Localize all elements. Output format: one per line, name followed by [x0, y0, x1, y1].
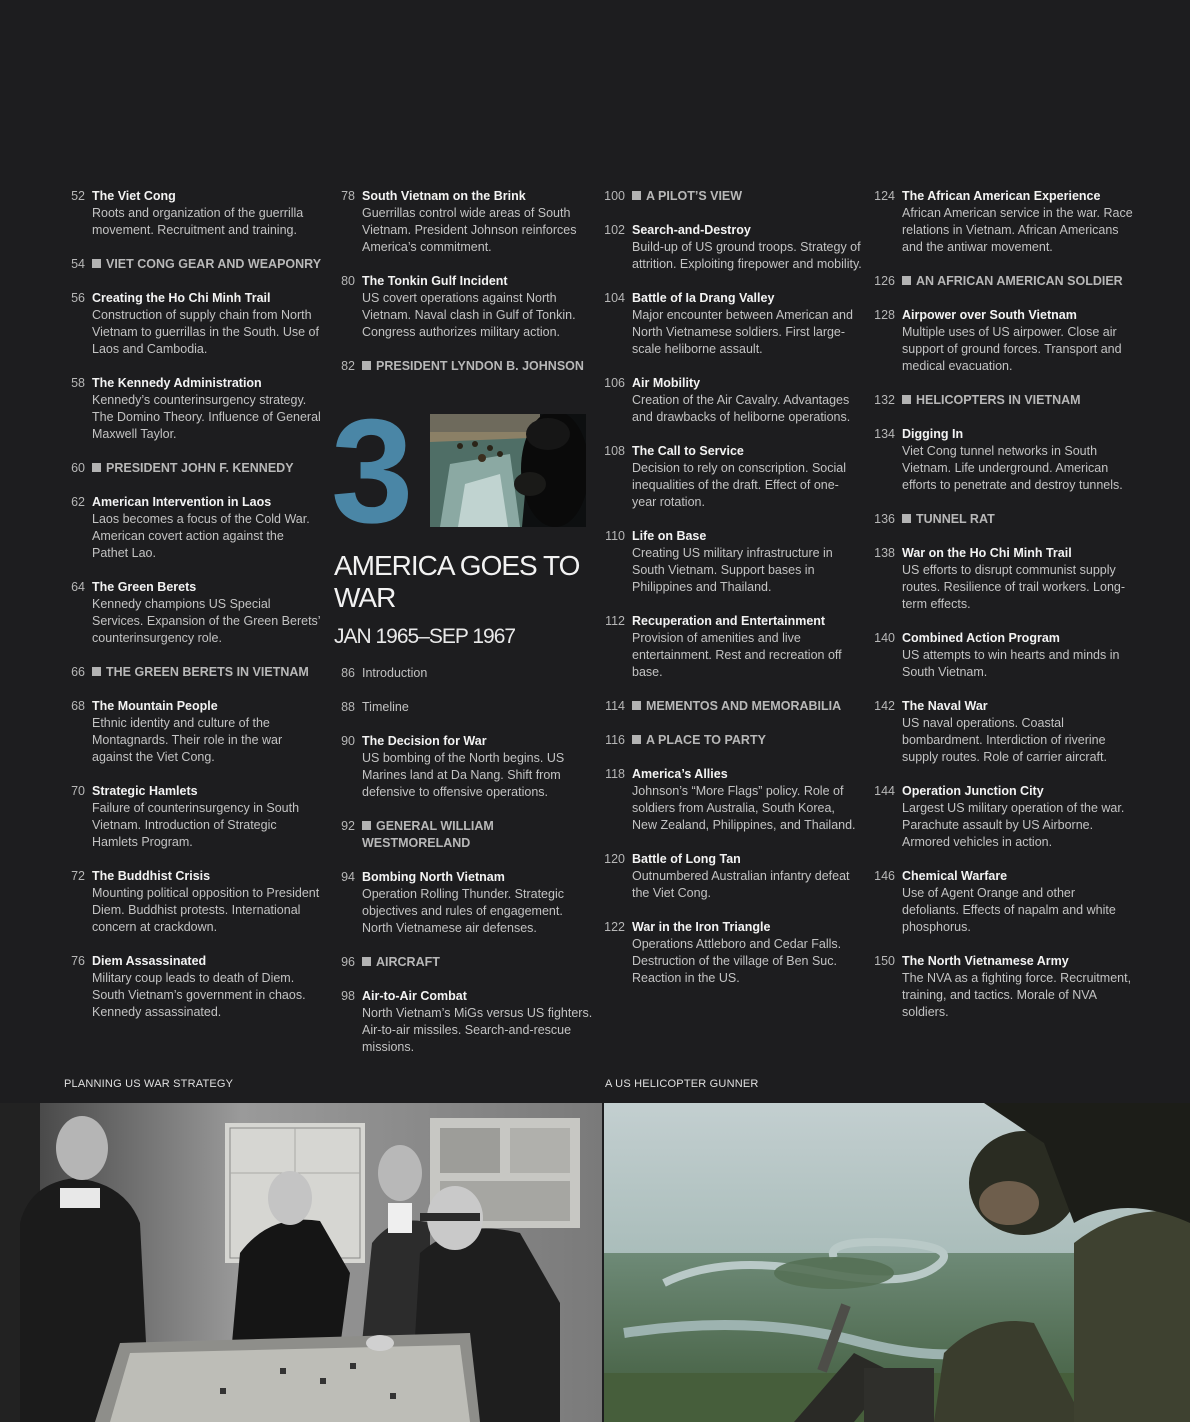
- entry-body: [632, 290, 863, 358]
- entry-description: The NVA as a fighting force. Recruitment, training, and tactics. Morale of NVA soldiers.: [902, 971, 1132, 1019]
- entry-body: [92, 698, 323, 766]
- page-number: 100: [604, 189, 625, 203]
- contents-entry: [328, 988, 593, 1056]
- entry-title: Combined Action Program: [902, 631, 1060, 645]
- entry-description: US attempts to win hearts and minds in South Vietnam.: [902, 648, 1120, 679]
- page-number: 68: [71, 699, 85, 713]
- war-strategy-photo-illustration: [0, 1103, 602, 1422]
- page-number: 116: [605, 733, 625, 747]
- entry-body: [632, 375, 863, 426]
- entry-body: [92, 290, 323, 358]
- page-number: 62: [71, 495, 85, 509]
- marines-landing-photo: [430, 414, 586, 527]
- page-number: 76: [71, 954, 85, 968]
- contents-entry: [598, 375, 863, 426]
- photo-caption-left: PLANNING US WAR STRATEGY: [64, 1078, 234, 1090]
- contents-entry: [598, 613, 863, 681]
- entry-title: Diem Assassinated: [92, 954, 207, 968]
- entry-title: Recuperation and Entertainment: [632, 614, 826, 628]
- entry-description: Mounting political opposition to President Diem. Buddhist protests. International concern at crackdown.: [92, 886, 320, 934]
- entry-title: AN AFRICAN AMERICAN SOLDIER: [902, 273, 1133, 290]
- entry-description: Build-up of US ground troops. Strategy of attrition. Exploiting firepower and mobility.: [632, 240, 862, 271]
- entry-description: North Vietnam’s MiGs versus US fighters. Air-to-air missiles. Search-and-rescue missions.: [362, 1006, 593, 1054]
- contents-entry: [868, 868, 1133, 936]
- entry-body: [632, 851, 863, 902]
- entry-title: Search-and-Destroy: [632, 223, 751, 237]
- page-number: 108: [604, 444, 625, 458]
- page-number: 114: [605, 699, 625, 713]
- page-number: 88: [341, 700, 355, 714]
- entry-title: Life on Base: [632, 529, 707, 543]
- entry-body: [362, 699, 593, 716]
- entry-title: Battle of Ia Drang Valley: [632, 291, 775, 305]
- entry-description: Creating US military infrastructure in South Vietnam. Support bases in Philippines and Thailand.: [632, 546, 833, 594]
- entry-title: The Viet Cong: [92, 189, 176, 203]
- feature-entry: [328, 818, 593, 852]
- feature-entry: [328, 954, 593, 971]
- page-number: 82: [341, 359, 355, 373]
- contents-entry: [58, 783, 323, 851]
- page-number: 118: [605, 767, 625, 781]
- entry-title: America’s Allies: [632, 767, 728, 781]
- page-number: 96: [341, 955, 355, 969]
- entry-body: [362, 665, 593, 682]
- page-number: 144: [874, 784, 895, 798]
- entry-body: [902, 953, 1133, 1021]
- entry-title: The Kennedy Administration: [92, 376, 262, 390]
- entry-description: Military coup leads to death of Diem. South Vietnam’s government in chaos. Kennedy assassinated.: [92, 971, 306, 1019]
- photo-caption-right: A US HELICOPTER GUNNER: [605, 1078, 759, 1090]
- page-number: 110: [605, 529, 625, 543]
- entry-title: The Buddhist Crisis: [92, 869, 211, 883]
- contents-entry: [868, 188, 1133, 256]
- entry-body: [632, 732, 863, 749]
- page-number: 104: [604, 291, 625, 305]
- page-number: 92: [341, 819, 355, 833]
- contents-column-2: [328, 188, 593, 392]
- entry-body: [92, 579, 323, 647]
- entry-title: A PILOT’S VIEW: [632, 188, 863, 205]
- entry-title: The North Vietnamese Army: [902, 954, 1069, 968]
- page-number: 78: [341, 189, 355, 203]
- feature-entry: [58, 664, 323, 681]
- entry-description: Kennedy champions US Special Services. Expansion of the Green Berets’ counterinsurgency role.: [92, 597, 321, 645]
- page-number: 132: [874, 393, 895, 407]
- contents-entry: [868, 953, 1133, 1021]
- page-number: 120: [604, 852, 625, 866]
- page-number: 106: [604, 376, 625, 390]
- page-number: 72: [71, 869, 85, 883]
- contents-entry: [58, 188, 323, 239]
- entry-title: The Green Berets: [92, 580, 197, 594]
- entry-body: [902, 511, 1133, 528]
- entry-title: War in the Iron Triangle: [632, 920, 771, 934]
- contents-column-4: [868, 188, 1133, 1038]
- contents-entry: [328, 665, 593, 682]
- entry-body: [92, 664, 323, 681]
- entry-description: Ethnic identity and culture of the Montagnards. Their role in the war against the Viet Cong.: [92, 716, 283, 764]
- page-number: 58: [71, 376, 85, 390]
- page-number: 150: [874, 954, 895, 968]
- page-number: 56: [71, 291, 85, 305]
- entry-description: Creation of the Air Cavalry. Advantages and drawbacks of heliborne operations.: [632, 393, 851, 424]
- chapter-dates: JAN 1965–SEP 1967: [334, 625, 516, 648]
- contents-entry: [58, 698, 323, 766]
- entry-body: [362, 818, 593, 852]
- entry-description: Operation Rolling Thunder. Strategic objectives and rules of engagement. North Vietnamese air defenses.: [362, 887, 564, 935]
- page-number: 126: [874, 274, 895, 288]
- entry-description: Construction of supply chain from North Vietnam to guerrillas in the South. Use of Laos and Cambodia.: [92, 308, 319, 356]
- entry-description: US bombing of the North begins. US Marines land at Da Nang. Shift from defensive to offensive operations.: [362, 751, 565, 799]
- entry-title: VIET CONG GEAR AND WEAPONRY: [92, 256, 323, 273]
- entry-body: [362, 869, 593, 937]
- page-number: 140: [874, 631, 895, 645]
- entry-body: [362, 188, 593, 256]
- entry-body: [902, 545, 1133, 613]
- chapter-number: 3: [331, 389, 410, 554]
- contents-entry: [328, 699, 593, 716]
- entry-description: Decision to rely on conscription. Social inequalities of the draft. Effect of one-year rotation.: [632, 461, 846, 509]
- entry-body: [632, 443, 863, 511]
- entry-title: The Mountain People: [92, 699, 218, 713]
- contents-entry: [868, 698, 1133, 766]
- page-number: 86: [341, 666, 355, 680]
- entry-body: [902, 273, 1133, 290]
- helicopter-gunner-photo: [604, 1103, 1190, 1422]
- feature-entry: [598, 698, 863, 715]
- entry-body: [632, 613, 863, 681]
- contents-entry: [868, 630, 1133, 681]
- page-number: 94: [341, 870, 355, 884]
- entry-body: [632, 528, 863, 596]
- entry-description: Johnson’s “More Flags” policy. Role of soldiers from Australia, South Korea, New Zealand, Philippines, and Thailand.: [632, 784, 856, 832]
- entry-title: Air Mobility: [632, 376, 701, 390]
- entry-title: The Call to Service: [632, 444, 744, 458]
- entry-body: [902, 698, 1133, 766]
- page-number: 136: [874, 512, 895, 526]
- entry-title: AIRCRAFT: [362, 954, 593, 971]
- entry-title: The African American Experience: [902, 189, 1101, 203]
- entry-body: [92, 868, 323, 936]
- feature-entry: [598, 732, 863, 749]
- contents-entry: [598, 851, 863, 902]
- page-number: 66: [71, 665, 85, 679]
- page-number: 128: [874, 308, 895, 322]
- entry-title: War on the Ho Chi Minh Trail: [902, 546, 1072, 560]
- entry-body: [632, 919, 863, 987]
- entry-body: [92, 494, 323, 562]
- contents-entry: [868, 426, 1133, 494]
- contents-entry: [58, 579, 323, 647]
- entry-body: [632, 766, 863, 834]
- entry-title: THE GREEN BERETS IN VIETNAM: [92, 664, 323, 681]
- contents-entry: [328, 869, 593, 937]
- entry-body: [92, 953, 323, 1021]
- entry-body: [92, 188, 323, 239]
- entry-title: Creating the Ho Chi Minh Trail: [92, 291, 271, 305]
- contents-entry: [598, 443, 863, 511]
- feature-entry: [598, 188, 863, 205]
- chapter-photo: [430, 414, 586, 527]
- entry-description: US efforts to disrupt communist supply routes. Resilience of trail workers. Long-term effects.: [902, 563, 1126, 611]
- contents-entry: [598, 766, 863, 834]
- contents-entry: [328, 733, 593, 801]
- entry-body: [902, 426, 1133, 494]
- contents-entry: [868, 545, 1133, 613]
- feature-entry: [328, 358, 593, 375]
- contents-entry: [598, 919, 863, 987]
- contents-entry: [328, 273, 593, 341]
- entry-body: [362, 954, 593, 971]
- entry-body: [92, 460, 323, 477]
- entry-description: Guerrillas control wide areas of South Vietnam. President Johnson reinforces America’s commitment.: [362, 206, 577, 254]
- entry-description: Laos becomes a focus of the Cold War. American covert action against the Pathet Lao.: [92, 512, 310, 560]
- entry-body: [362, 988, 593, 1056]
- entry-description: Viet Cong tunnel networks in South Vietnam. Life underground. American efforts to penetrate and destroy tunnels.: [902, 444, 1123, 492]
- entry-title: The Tonkin Gulf Incident: [362, 274, 508, 288]
- entry-title: PRESIDENT JOHN F. KENNEDY: [92, 460, 323, 477]
- helicopter-gunner-photo-illustration: [604, 1103, 1190, 1422]
- entry-body: [902, 783, 1133, 851]
- entry-description: Roots and organization of the guerrilla movement. Recruitment and training.: [92, 206, 304, 237]
- page-number: 146: [874, 869, 895, 883]
- entry-description: US naval operations. Coastal bombardment. Interdiction of riverine supply routes. Role of carrier aircraft.: [902, 716, 1107, 764]
- feature-entry: [58, 256, 323, 273]
- entry-body: [632, 698, 863, 715]
- contents-entry: [598, 222, 863, 273]
- page-number: 122: [604, 920, 625, 934]
- entry-title: TUNNEL RAT: [902, 511, 1133, 528]
- page-number: 142: [874, 699, 895, 713]
- entry-body: [92, 256, 323, 273]
- entry-title: Airpower over South Vietnam: [902, 308, 1077, 322]
- page-number: 134: [874, 427, 895, 441]
- entry-description: Operations Attleboro and Cedar Falls. Destruction of the village of Ben Suc. Reaction in the US.: [632, 937, 842, 985]
- entry-title: GENERAL WILLIAM WESTMORELAND: [362, 818, 593, 852]
- entry-body: [902, 630, 1133, 681]
- entry-body: [362, 358, 593, 375]
- page-number: 138: [874, 546, 895, 560]
- entry-title: The Decision for War: [362, 734, 487, 748]
- entry-title: Operation Junction City: [902, 784, 1044, 798]
- entry-description: Largest US military operation of the war. Parachute assault by US Airborne. Armored vehicles in action.: [902, 801, 1125, 849]
- entry-title: Bombing North Vietnam: [362, 870, 505, 884]
- contents-entry: [58, 290, 323, 358]
- entry-body: [902, 392, 1133, 409]
- entry-body: [902, 307, 1133, 375]
- contents-entry: [58, 868, 323, 936]
- contents-entry: [598, 528, 863, 596]
- entry-body: [902, 868, 1133, 936]
- entry-description: Multiple uses of US airpower. Close air support of ground forces. Transport and medical evacuation.: [902, 325, 1122, 373]
- contents-entry: [328, 188, 593, 256]
- page-number: 54: [71, 257, 85, 271]
- entry-title: Battle of Long Tan: [632, 852, 741, 866]
- page-number: 60: [71, 461, 85, 475]
- contents-entry: [58, 375, 323, 443]
- entry-description: US covert operations against North Vietnam. Naval clash in Gulf of Tonkin. Congress authorizes military action.: [362, 291, 576, 339]
- entry-title: Chemical Warfare: [902, 869, 1008, 883]
- entry-title: HELICOPTERS IN VIETNAM: [902, 392, 1133, 409]
- page-number: 98: [341, 989, 355, 1003]
- entry-description: Failure of counterinsurgency in South Vietnam. Introduction of Strategic Hamlets Program.: [92, 801, 300, 849]
- page-number: 124: [874, 189, 895, 203]
- entry-title: MEMENTOS AND MEMORABILIA: [632, 698, 863, 715]
- contents-column-1: [58, 188, 323, 1038]
- contents-entry: [58, 494, 323, 562]
- page-number: 52: [71, 189, 85, 203]
- page-number: 70: [71, 784, 85, 798]
- entry-title: A PLACE TO PARTY: [632, 732, 863, 749]
- entry-body: [902, 188, 1133, 256]
- entry-title: American Intervention in Laos: [92, 495, 272, 509]
- page-number: 102: [604, 223, 625, 237]
- page-number: 80: [341, 274, 355, 288]
- page-number: 64: [71, 580, 85, 594]
- entry-title: PRESIDENT LYNDON B. JOHNSON: [362, 358, 593, 375]
- contents-entry: [868, 307, 1133, 375]
- entry-title: Introduction: [362, 666, 428, 680]
- page-number: 90: [341, 734, 355, 748]
- war-strategy-photo: [0, 1103, 602, 1422]
- page-number: 112: [605, 614, 625, 628]
- entry-description: Kennedy’s counterinsurgency strategy. The Domino Theory. Influence of General Maxwell Taylor.: [92, 393, 321, 441]
- entry-title: The Naval War: [902, 699, 988, 713]
- chapter-title: AMERICA GOES TO WAR: [334, 550, 580, 613]
- entry-description: African American service in the war. Race relations in Vietnam. African Americans and the antiwar movement.: [902, 206, 1133, 254]
- entry-body: [632, 188, 863, 205]
- entry-title: Strategic Hamlets: [92, 784, 198, 798]
- entry-body: [362, 733, 593, 801]
- chapter-3-contents: [328, 665, 593, 1073]
- contents-column-3: [598, 188, 863, 1004]
- feature-entry: [868, 273, 1133, 290]
- entry-body: [92, 375, 323, 443]
- entry-title: Digging In: [902, 427, 964, 441]
- entry-description: Use of Agent Orange and other defoliants. Effects of napalm and white phosphorus.: [902, 886, 1116, 934]
- contents-entry: [598, 290, 863, 358]
- contents-entry: [868, 783, 1133, 851]
- entry-body: [632, 222, 863, 273]
- contents-entry: [58, 953, 323, 1021]
- entry-title: Timeline: [362, 700, 409, 714]
- feature-entry: [58, 460, 323, 477]
- entry-body: [362, 273, 593, 341]
- entry-description: Provision of amenities and live entertainment. Rest and recreation off base.: [632, 631, 842, 679]
- entry-body: [92, 783, 323, 851]
- feature-entry: [868, 392, 1133, 409]
- entry-title: South Vietnam on the Brink: [362, 189, 526, 203]
- entry-title: Air-to-Air Combat: [362, 989, 467, 1003]
- feature-entry: [868, 511, 1133, 528]
- entry-description: Major encounter between American and North Vietnamese soldiers. First large-scale heliborne assault.: [632, 308, 853, 356]
- entry-description: Outnumbered Australian infantry defeat the Viet Cong.: [632, 869, 850, 900]
